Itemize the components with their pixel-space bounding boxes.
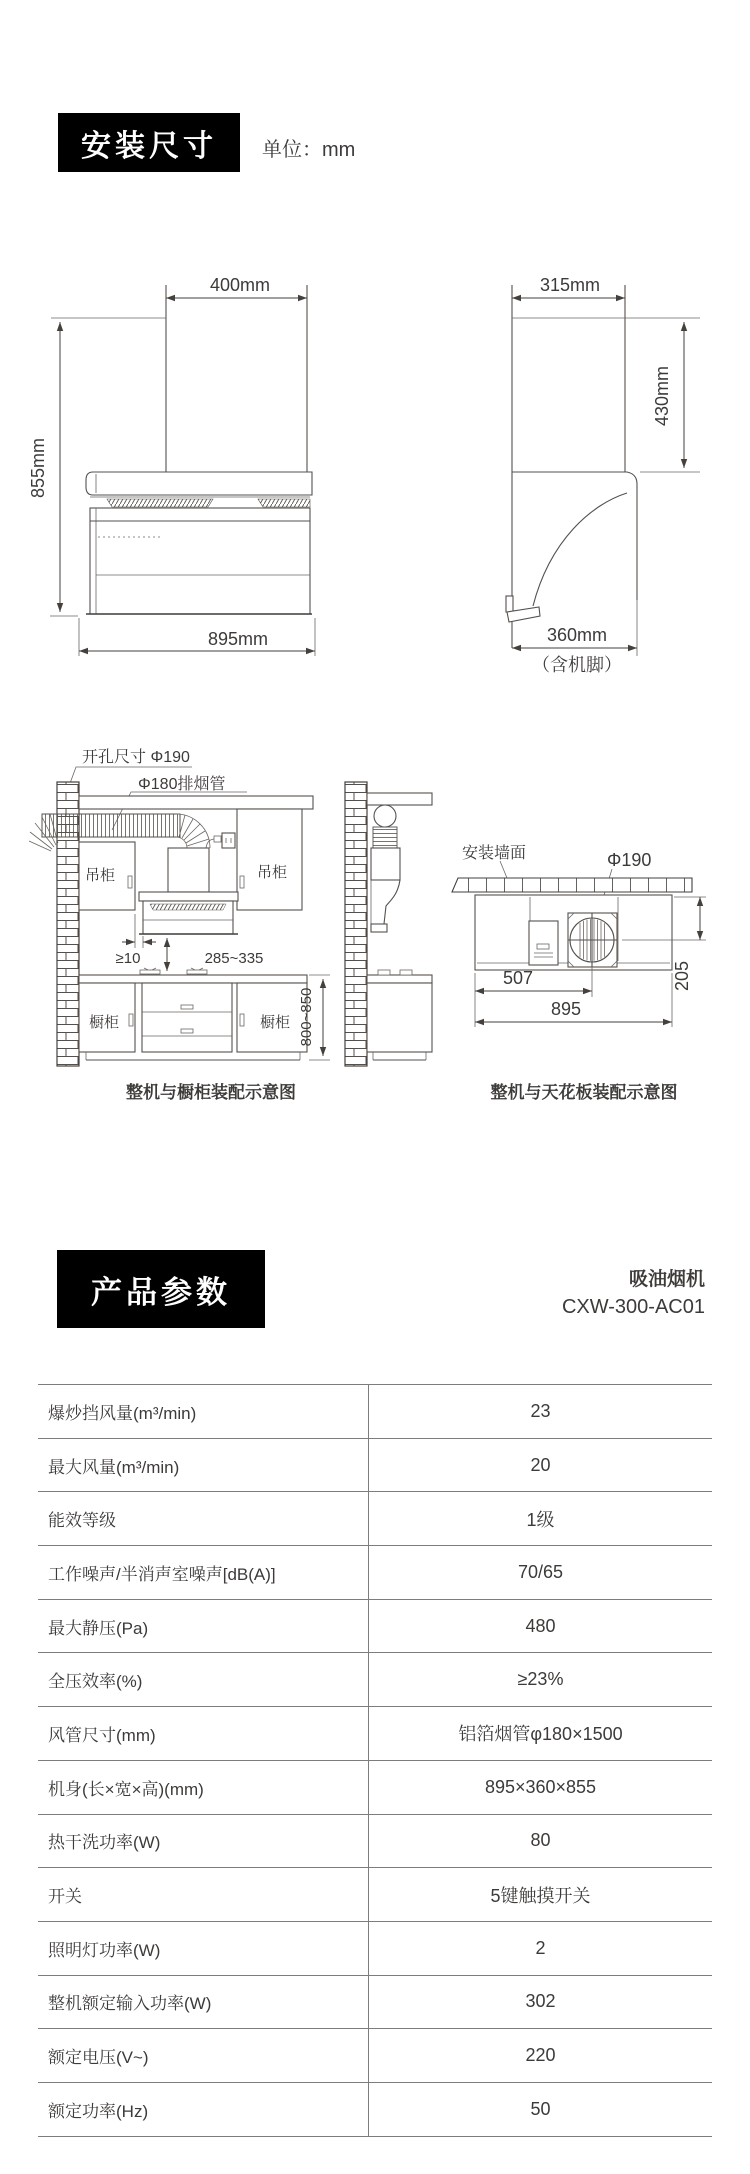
spec-value: 2	[369, 1921, 713, 1975]
cabinet-diagram	[29, 748, 432, 1102]
spec-label: 风管尺寸(mm)	[38, 1707, 369, 1761]
spec-value: 480	[369, 1599, 713, 1653]
spec-label: 照明灯功率(W)	[38, 1921, 369, 1975]
spec-value: 302	[369, 1975, 713, 2029]
params-section-title	[57, 1250, 265, 1328]
spec-row	[38, 2082, 712, 2136]
spec-label: 最大静压(Pa)	[38, 1599, 369, 1653]
hole-size-label: 开孔尺寸 Φ190	[82, 749, 190, 766]
unit-label: 单位：mm	[262, 139, 356, 161]
gap-dim-label: ≥10	[115, 950, 141, 967]
dim-front-top-width: 400mm	[209, 275, 271, 295]
front-view-drawing	[28, 275, 315, 656]
product-type: 吸油烟机	[628, 1269, 705, 1290]
spec-value: 铝箔烟管φ180×1500	[369, 1707, 713, 1761]
spec-row	[38, 1385, 712, 1439]
spec-value: 70/65	[369, 1546, 713, 1600]
dim-507: 507	[502, 968, 534, 988]
spec-row	[38, 1546, 712, 1600]
specs-table	[38, 1384, 712, 2137]
spec-label: 工作噪声/半消声室噪声[dB(A)]	[38, 1546, 369, 1600]
dim-side-chimney-height: 430mm	[652, 365, 672, 427]
lower-cabinet-right-label: 橱柜	[259, 1014, 291, 1031]
product-model: CXW-300-AC01	[561, 1296, 705, 1318]
side-view-drawing	[506, 275, 700, 675]
upper-cabinet-left-label: 吊柜	[84, 867, 116, 884]
ceiling-hole-label: Φ190	[607, 850, 652, 870]
spec-label: 机身(长×宽×高)(mm)	[38, 1760, 369, 1814]
spec-label: 额定电压(V~)	[38, 2029, 369, 2083]
cabinet-diagram-caption: 整机与橱柜装配示意图	[126, 1083, 296, 1102]
install-section-title	[58, 113, 240, 172]
spec-row	[38, 1653, 712, 1707]
spec-label: 开关	[38, 1868, 369, 1922]
dim-front-height: 855mm	[28, 437, 48, 499]
counter-height-label: 800~850	[298, 987, 315, 1047]
spec-row	[38, 1707, 712, 1761]
dim-895: 895	[550, 999, 582, 1019]
spec-value: 20	[369, 1438, 713, 1492]
spec-row	[38, 1760, 712, 1814]
hob-distance-label: 285~335	[204, 950, 264, 967]
spec-value: 5键触摸开关	[369, 1868, 713, 1922]
wall-label: 安装墙面	[461, 845, 527, 862]
spec-label: 热干洗功率(W)	[38, 1814, 369, 1868]
installation-drawings	[0, 185, 750, 1115]
spec-value: 23	[369, 1385, 713, 1439]
spec-row	[38, 1921, 712, 1975]
spec-label: 最大风量(m³/min)	[38, 1438, 369, 1492]
spec-label: 能效等级	[38, 1492, 369, 1546]
spec-row	[38, 1492, 712, 1546]
spec-value: 1级	[369, 1492, 713, 1546]
ceiling-diagram-caption: 整机与天花板装配示意图	[490, 1083, 678, 1102]
spec-label: 全压效率(%)	[38, 1653, 369, 1707]
spec-row	[38, 1975, 712, 2029]
duct-label: Φ180排烟管	[138, 776, 226, 793]
dim-side-foot-note: （含机脚）	[532, 655, 622, 675]
spec-value: 80	[369, 1814, 713, 1868]
spec-row	[38, 1599, 712, 1653]
dim-side-bottom-depth: 360mm	[546, 625, 608, 645]
spec-row	[38, 2029, 712, 2083]
ceiling-diagram	[452, 844, 706, 1102]
spec-label: 额定功率(Hz)	[38, 2082, 369, 2136]
dim-front-bottom-width: 895mm	[207, 629, 269, 649]
spec-row	[38, 1868, 712, 1922]
spec-value: 50	[369, 2082, 713, 2136]
install-section-title-text: 安装尺寸	[81, 129, 217, 163]
lower-cabinet-left-label: 橱柜	[88, 1014, 120, 1031]
spec-label: 爆炒挡风量(m³/min)	[38, 1385, 369, 1439]
spec-value: 895×360×855	[369, 1760, 713, 1814]
params-section-title-text: 产品参数	[91, 1274, 231, 1310]
spec-row	[38, 1438, 712, 1492]
upper-cabinet-right-label: 吊柜	[256, 864, 288, 881]
spec-value: 220	[369, 2029, 713, 2083]
dim-205: 205	[672, 960, 692, 992]
spec-label: 整机额定输入功率(W)	[38, 1975, 369, 2029]
spec-row	[38, 1814, 712, 1868]
specs-table-body	[38, 1385, 712, 2137]
spec-value: ≥23%	[369, 1653, 713, 1707]
dim-side-top-depth: 315mm	[539, 275, 601, 295]
